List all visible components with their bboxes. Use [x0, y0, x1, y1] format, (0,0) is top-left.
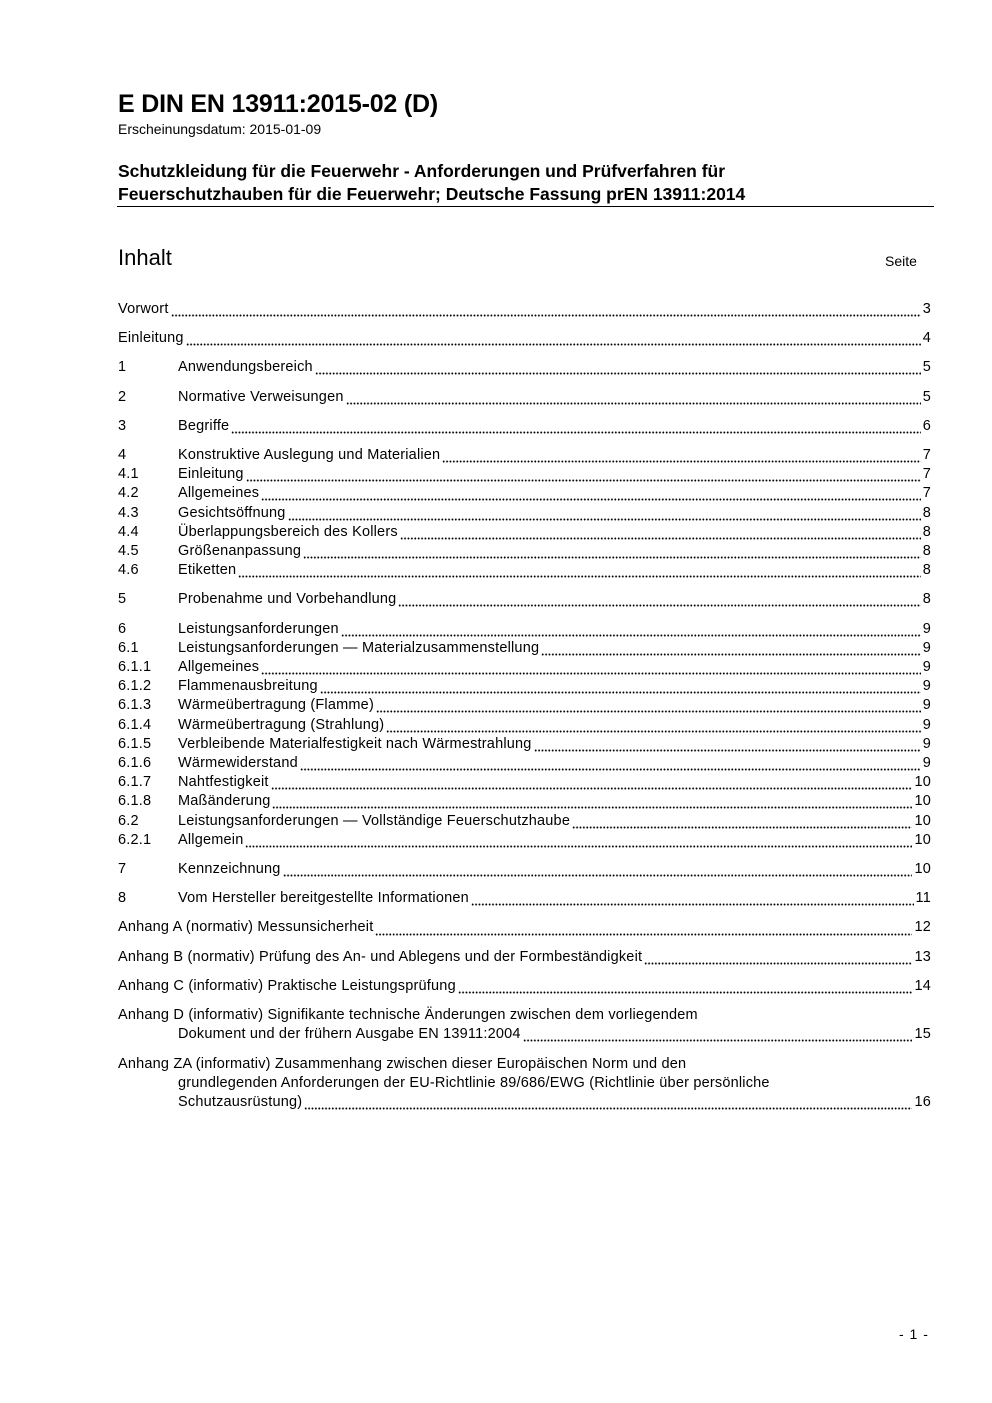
toc-entry-4-3[interactable]: [118, 504, 931, 523]
toc-entry-text: Anhang D (informativ) Signifikante technische Änderungen zwischen dem vorliegendem: [118, 1007, 698, 1024]
toc-entry-page: 14: [914, 977, 931, 994]
toc-entry-text: Allgemeines: [178, 485, 260, 502]
toc-entry-number: 8: [118, 890, 127, 907]
toc-entry-number: 6.2: [118, 812, 139, 829]
toc-entry-page: 9: [922, 716, 931, 733]
toc-entry-text: Gesichtsöffnung: [178, 504, 286, 521]
leader-dots: [442, 446, 920, 465]
toc-entry-number: 7: [118, 861, 127, 878]
leader-dots: [261, 658, 921, 677]
publication-date: Erscheinungsdatum: 2015-01-09: [118, 121, 322, 137]
toc-entry-number: 4.3: [118, 504, 139, 521]
toc-entry-number: 4.2: [118, 485, 139, 502]
toc-entry-text: Vorwort: [118, 301, 169, 317]
toc-entry-6-1-5[interactable]: [118, 735, 931, 754]
toc-entry-page: 8: [922, 591, 931, 608]
title-line: Schutzkleidung für die Feuerwehr - Anforderungen und Prüfverfahren für: [118, 161, 726, 181]
toc-entry-page: 5: [922, 359, 931, 376]
toc-entry-number: 6.1.2: [118, 678, 152, 695]
toc-entry-text: Verbleibende Materialfestigkeit nach Wärmestrahlung: [178, 735, 532, 752]
toc-entry-annex-za[interactable]: [118, 1055, 931, 1113]
toc-entry-text: Allgemein: [178, 831, 244, 848]
toc-entry-3[interactable]: [118, 417, 931, 436]
toc-entry-annex-a[interactable]: [118, 918, 931, 937]
toc-entry-page: 9: [922, 620, 931, 637]
toc-entry-4-4[interactable]: [118, 523, 931, 542]
toc-entry-4[interactable]: [118, 446, 931, 465]
toc-entry-2[interactable]: [118, 388, 931, 407]
leader-dots: [245, 831, 912, 850]
toc-entry-annex-c[interactable]: [118, 977, 931, 996]
toc-entry-6-2-1[interactable]: [118, 831, 931, 850]
toc-entry-text: Dokument und der frühern Ausgabe EN 13911:2004: [178, 1026, 521, 1043]
toc-entry-page: 13: [914, 948, 931, 965]
toc-entry-6[interactable]: [118, 620, 931, 639]
toc-entry-6-1[interactable]: [118, 639, 931, 658]
toc-entry-annex-d[interactable]: [118, 1006, 931, 1044]
toc-entry-text: Anhang A (normativ) Messunsicherheit: [118, 919, 374, 936]
toc-entry-page: 8: [922, 562, 931, 579]
toc-entry-page: 8: [922, 523, 931, 540]
toc-entry-page: 12: [914, 919, 931, 936]
toc-entry-1[interactable]: [118, 358, 931, 377]
toc-entry-text: Allgemeines: [178, 659, 260, 676]
toc-entry-page: 10: [914, 774, 931, 791]
toc-entry-text: Wärmeübertragung (Strahlung): [178, 716, 385, 733]
toc-entry-page: 7: [922, 447, 931, 464]
leader-dots: [541, 639, 921, 658]
toc-entry-4-6[interactable]: [118, 561, 931, 580]
toc-entry-number: 6.1.1: [118, 659, 152, 676]
toc-entry-number: 4: [118, 447, 127, 464]
toc-entry-number: 6.1: [118, 639, 139, 656]
toc-entry-6-1-2[interactable]: [118, 677, 931, 696]
leader-dots: [303, 542, 921, 561]
toc-entry-page: 7: [922, 466, 931, 483]
leader-dots: [300, 754, 921, 773]
toc-entry-page: 10: [914, 861, 931, 878]
toc-entry-einleitung[interactable]: [118, 329, 931, 348]
toc-entry-text: Einleitung: [178, 466, 244, 483]
toc-entry-text: Kennzeichnung: [178, 861, 281, 878]
toc-entry-page: 8: [922, 543, 931, 560]
toc-entry-number: 6.1.4: [118, 716, 152, 733]
toc-entry-text: grundlegenden Anforderungen der EU-Richtlinie 89/686/EWG (Richtlinie über persönliche: [178, 1074, 770, 1091]
toc-entry-page: 9: [922, 678, 931, 695]
toc-entry-page: 10: [914, 831, 931, 848]
toc-entry-page: 3: [922, 301, 931, 317]
toc-entry-page: 15: [914, 1026, 931, 1043]
toc-entry-page: 5: [922, 388, 931, 405]
leader-dots: [304, 1093, 912, 1112]
leader-dots: [341, 620, 921, 639]
leader-dots: [186, 329, 921, 348]
toc-entry-text: Größenanpassung: [178, 543, 302, 560]
toc-entry-6-1-3[interactable]: [118, 696, 931, 715]
toc-entry-number: 4.5: [118, 543, 139, 560]
toc-entry-number: 4.4: [118, 523, 139, 540]
leader-dots: [375, 919, 912, 938]
table-of-contents: [118, 300, 931, 1112]
toc-entry-text: Schutzausrüstung): [178, 1093, 303, 1110]
toc-entry-text: Wärmewiderstand: [178, 755, 298, 772]
toc-entry-6-1-8[interactable]: [118, 792, 931, 811]
toc-entry-text: Leistungsanforderungen: [178, 620, 339, 637]
toc-entry-text: Normative Verweisungen: [178, 388, 344, 405]
leader-dots: [261, 484, 921, 503]
leader-dots: [238, 561, 921, 580]
leader-dots: [644, 948, 912, 967]
toc-entry-text: Anwendungsbereich: [178, 359, 313, 376]
toc-entry-number: 2: [118, 388, 127, 405]
leader-dots: [346, 388, 921, 407]
toc-entry-text: Anhang C (informativ) Praktische Leistungsprüfung: [118, 977, 456, 994]
toc-entry-4-1[interactable]: [118, 465, 931, 484]
toc-entry-8[interactable]: [118, 889, 931, 908]
toc-entry-text: Nahtfestigkeit: [178, 774, 269, 791]
toc-entry-text: Vom Hersteller bereitgestellte Informationen: [178, 890, 469, 907]
toc-entry-number: 3: [118, 417, 127, 434]
toc-entry-number: 6.1.7: [118, 774, 152, 791]
toc-entry-4-2[interactable]: [118, 484, 931, 503]
title-divider: [117, 206, 934, 207]
toc-entry-page: 9: [922, 659, 931, 676]
leader-dots: [272, 792, 912, 811]
toc-entry-7[interactable]: [118, 860, 931, 879]
toc-entry-text: Leistungsanforderungen — Vollständige Feuerschutzhaube: [178, 812, 571, 829]
leader-dots: [398, 590, 920, 609]
page-number: - 1 -: [899, 1326, 929, 1342]
toc-entry-page: 8: [922, 504, 931, 521]
toc-entry-text: Anhang B (normativ) Prüfung des An- und Ablegens und der Formbeständigkeit: [118, 948, 643, 965]
toc-entry-page: 7: [922, 485, 931, 502]
toc-entry-number: 6.1.8: [118, 793, 152, 810]
toc-entry-page: 10: [914, 793, 931, 810]
leader-dots: [231, 417, 920, 436]
toc-entry-page: 10: [914, 812, 931, 829]
toc-entry-text: Anhang ZA (informativ) Zusammenhang zwischen dieser Europäischen Norm und den: [118, 1055, 687, 1072]
toc-entry-text: Flammenausbreitung: [178, 678, 318, 695]
toc-entry-text: Einleitung: [118, 330, 184, 347]
title-line: Feuerschutzhauben für die Feuerwehr; Deutsche Fassung prEN 13911:2014: [118, 184, 746, 204]
document-id: E DIN EN 13911:2015-02 (D): [118, 90, 438, 118]
leader-dots: [271, 773, 913, 792]
toc-entry-text: Überlappungsbereich des Kollers: [178, 523, 398, 540]
toc-entry-annex-b[interactable]: [118, 948, 931, 967]
toc-entry-text: Konstruktive Auslegung und Materialien: [178, 447, 441, 464]
toc-entry-page: 9: [922, 755, 931, 772]
toc-entry-6-2[interactable]: [118, 812, 931, 831]
toc-entry-page: 9: [922, 735, 931, 752]
leader-dots: [376, 696, 921, 715]
leader-dots: [288, 504, 921, 523]
leader-dots: [523, 1025, 913, 1044]
toc-heading: Inhalt: [118, 245, 172, 270]
toc-entry-page: 4: [922, 330, 931, 347]
leader-dots: [315, 358, 921, 377]
toc-entry-page: 11: [915, 890, 931, 907]
toc-entry-text: Wärmeübertragung (Flamme): [178, 697, 374, 714]
toc-entry-number: 6.1.5: [118, 735, 152, 752]
document-title: [118, 160, 938, 206]
leader-dots: [572, 812, 912, 831]
toc-entry-number: 6.1.3: [118, 697, 152, 714]
toc-entry-number: 1: [118, 359, 127, 376]
toc-entry-text: Etiketten: [178, 562, 237, 579]
toc-entry-4-5[interactable]: [118, 542, 931, 561]
toc-entry-text: Maßänderung: [178, 793, 271, 810]
toc-entry-page: 6: [922, 417, 931, 434]
leader-dots: [171, 300, 921, 319]
toc-entry-6-1-4[interactable]: [118, 716, 931, 735]
leader-dots: [458, 977, 913, 996]
toc-entry-6-1-7[interactable]: [118, 773, 931, 792]
leader-dots: [246, 465, 921, 484]
toc-entry-number: 5: [118, 591, 127, 608]
toc-entry-page: 16: [914, 1093, 931, 1110]
toc-entry-vorwort[interactable]: [118, 300, 931, 319]
toc-entry-number: 6.1.6: [118, 755, 152, 772]
toc-entry-text: Begriffe: [178, 417, 230, 434]
leader-dots: [320, 677, 921, 696]
leader-dots: [534, 735, 921, 754]
toc-entry-5[interactable]: [118, 590, 931, 609]
toc-entry-6-1-6[interactable]: [118, 754, 931, 773]
leader-dots: [400, 523, 921, 542]
toc-entry-page: 9: [922, 639, 931, 656]
toc-entry-text: Probenahme und Vorbehandlung: [178, 591, 397, 608]
toc-entry-page: 9: [922, 697, 931, 714]
leader-dots: [283, 860, 913, 879]
toc-entry-number: 6: [118, 620, 127, 637]
toc-entry-number: 4.6: [118, 562, 139, 579]
toc-entry-text: Leistungsanforderungen — Materialzusammenstellung: [178, 639, 540, 656]
toc-entry-6-1-1[interactable]: [118, 658, 931, 677]
toc-entry-number: 6.2.1: [118, 831, 152, 848]
leader-dots: [471, 889, 914, 908]
leader-dots: [386, 716, 920, 735]
toc-entry-number: 4.1: [118, 466, 139, 483]
toc-page-label: Seite: [885, 253, 917, 269]
